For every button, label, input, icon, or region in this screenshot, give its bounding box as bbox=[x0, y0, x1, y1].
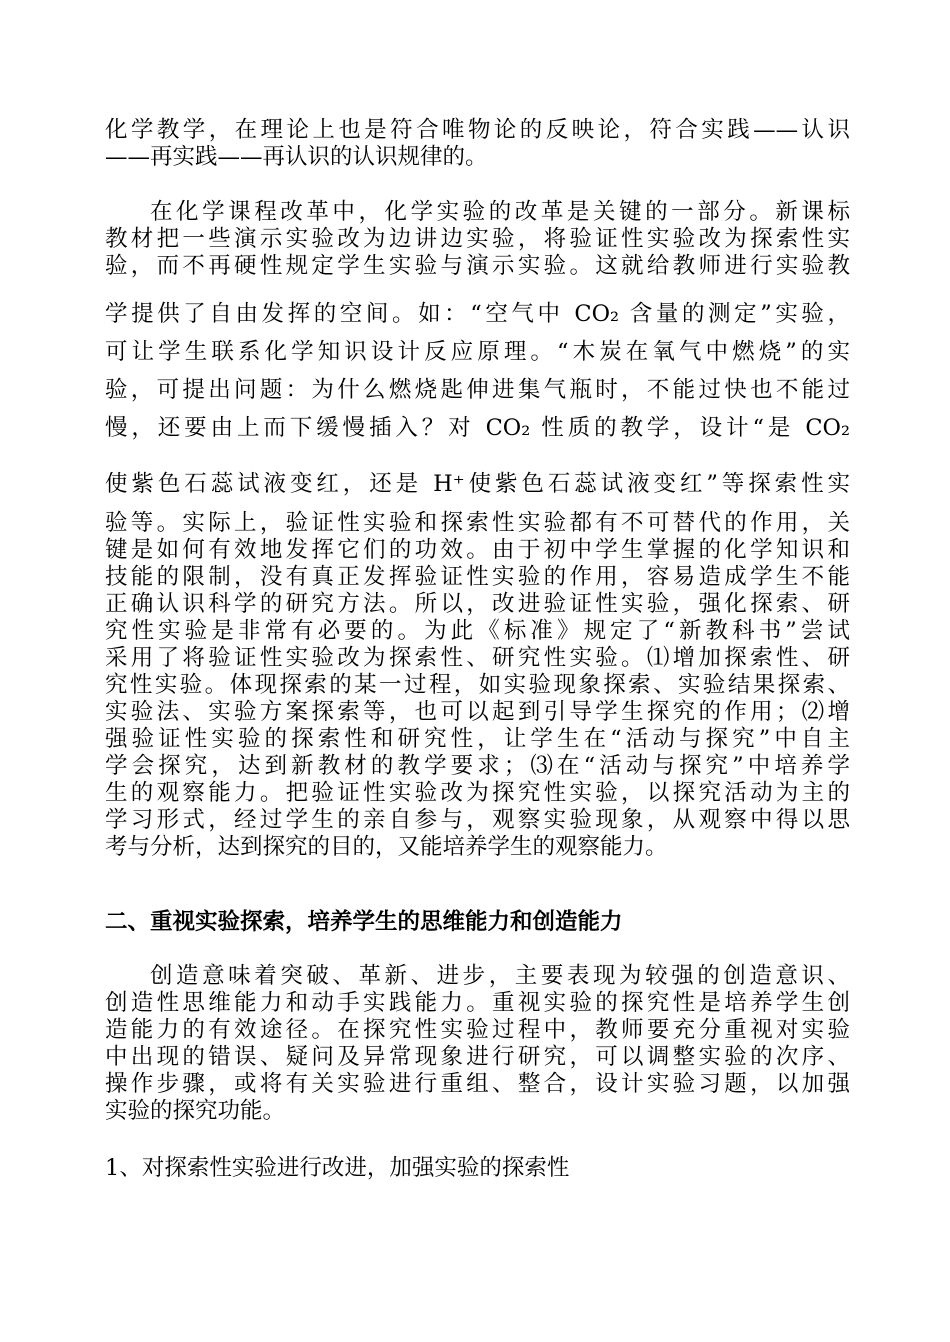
heading-text: 二、重视实验探索，培养学生的思维能力和创造能力 bbox=[105, 909, 623, 935]
text-line: 究性实验是非常有必要的。为此《标准》规定了“新教科书”尝试 bbox=[105, 618, 850, 644]
text-line: 实验法、实验方案探索等，也可以起到引导学生探究的作用；⑵增 bbox=[105, 699, 850, 725]
text-line: 学提供了自由发挥的空间。如：“空气中 CO₂ 含量的测定”实验， bbox=[105, 301, 850, 327]
text-line: 慢，还要由上而下缓慢插入？对 CO₂ 性质的教学，设计“是 CO₂ bbox=[105, 415, 850, 441]
text-line: 采用了将验证性实验改为探索性、研究性实验。⑴增加探索性、研 bbox=[105, 645, 850, 671]
paragraph-continuation bbox=[105, 117, 850, 171]
text-line: 中出现的错误、疑问及异常现象进行研究，可以调整实验的次序、 bbox=[105, 1044, 850, 1070]
text-line: 造能力的有效途径。在探究性实验过程中，教师要充分重视对实验 bbox=[105, 1017, 850, 1043]
text-line: 技能的限制，没有真正发挥验证性实验的作用，容易造成学生不能 bbox=[105, 564, 850, 590]
paragraph-experiment-reform bbox=[105, 199, 850, 280]
paragraph-creativity bbox=[105, 963, 850, 1125]
text-line: 考与分析，达到探究的目的，又能培养学生的观察能力。 bbox=[105, 834, 668, 860]
subheading bbox=[105, 1153, 850, 1183]
text-line: 学会探究，达到新教材的教学要求；⑶在“活动与探究”中培养学 bbox=[105, 753, 850, 779]
text-line: 使紫色石蕊试液变红，还是 H⁺使紫色石蕊试液变红”等探索性实 bbox=[105, 471, 850, 497]
text-line: 化学教学，在理论上也是符合唯物论的反映论，符合实践——认识 bbox=[105, 117, 850, 143]
paragraph-experiment-reform-cont bbox=[105, 510, 850, 861]
text-line: 究性实验。体现探索的某一过程，如实验现象探索、实验结果探索、 bbox=[105, 672, 850, 698]
text-line: 生的观察能力。把验证性实验改为探究性实验，以探究活动为主的 bbox=[105, 780, 850, 806]
text-line: 创造性思维能力和动手实践能力。重视实验的探究性是培养学生创 bbox=[105, 990, 850, 1016]
text-line: 在化学课程改革中，化学实验的改革是关键的一部分。新课标 bbox=[150, 199, 850, 225]
text-line: 验，可提出问题：为什么燃烧匙伸进集气瓶时，不能过快也不能过 bbox=[105, 377, 850, 403]
text-line: 学习形式，经过学生的亲自参与，观察实验现象，从观察中得以思 bbox=[105, 807, 850, 833]
text-line: 操作步骤，或将有关实验进行重组、整合，设计实验习题，以加强 bbox=[105, 1071, 850, 1097]
text-line: 创造意味着突破、革新、进步，主要表现为较强的创造意识、 bbox=[150, 963, 850, 989]
text-line: 可让学生联系化学知识设计反应原理。“木炭在氧气中燃烧”的实 bbox=[105, 339, 850, 365]
paragraph-experiment-reform-cont bbox=[105, 465, 850, 503]
section-heading bbox=[105, 907, 850, 937]
text-line: 教材把一些演示实验改为边讲边实验，将验证性实验改为探索性实 bbox=[105, 226, 850, 252]
text-line: ——再实践——再认识的认识规律的。 bbox=[105, 144, 488, 170]
paragraph-experiment-reform-cont bbox=[105, 295, 850, 447]
text-line: 强验证性实验的探索性和研究性，让学生在“活动与探究”中自主 bbox=[105, 726, 850, 752]
subheading-text: 1、对探索性实验进行改进，加强实验的探索性 bbox=[105, 1155, 570, 1181]
text-line: 验等。实际上，验证性实验和探索性实验都有不可替代的作用，关 bbox=[105, 510, 850, 536]
text-line: 验，而不再硬性规定学生实验与演示实验。这就给教师进行实验教 bbox=[105, 253, 850, 279]
text-line: 键是如何有效地发挥它们的功效。由于初中学生掌握的化学知识和 bbox=[105, 537, 850, 563]
text-line: 正确认识科学的研究方法。所以，改进验证性实验，强化探索、研 bbox=[105, 591, 850, 617]
text-line: 实验的探究功能。 bbox=[105, 1098, 286, 1124]
